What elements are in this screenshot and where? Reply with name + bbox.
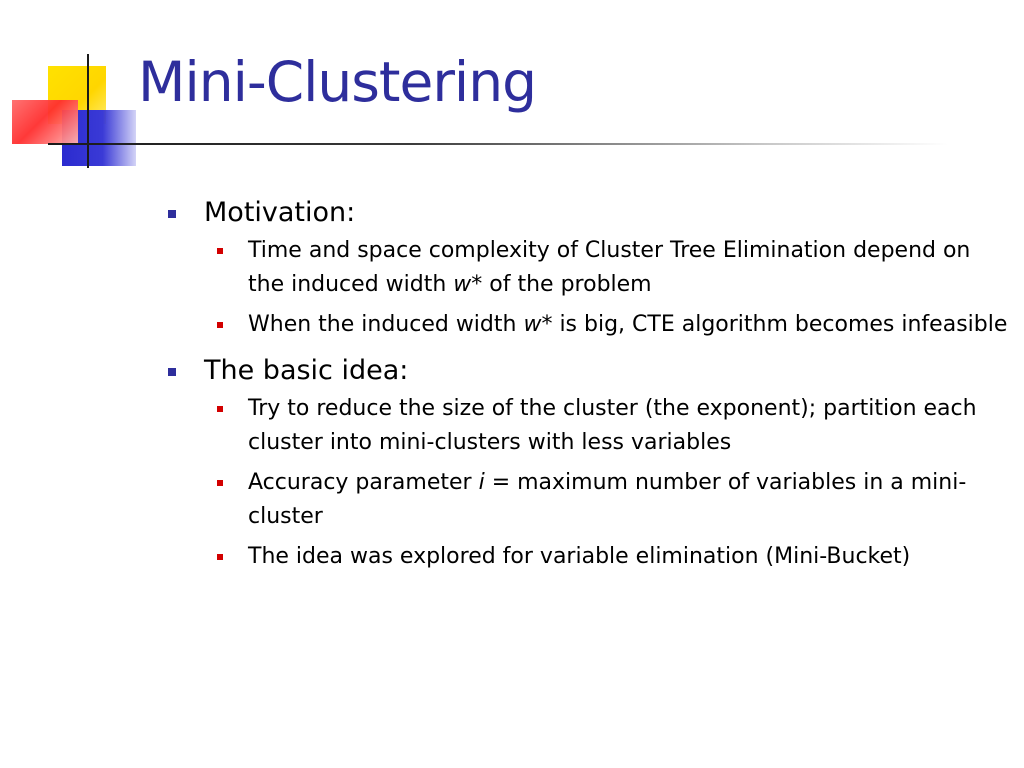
item-text: Try to reduce the size of the cluster (the exponent); partition each cluster into mini-clusters with less variables	[248, 395, 977, 455]
motivation-list	[160, 234, 1020, 342]
item-text: of the problem	[482, 271, 652, 297]
list-item	[160, 466, 1008, 534]
section-heading: The basic idea:	[204, 354, 409, 386]
basic-idea-list	[160, 392, 1020, 574]
square-bullet-icon	[217, 322, 223, 328]
square-bullet-icon	[168, 368, 176, 376]
item-text: = maximum number of variables in a mini-cluster	[248, 469, 967, 529]
square-bullet-icon	[217, 554, 223, 560]
section-motivation	[160, 196, 1020, 230]
list-item	[160, 234, 1008, 302]
logo-red-square	[12, 100, 78, 144]
square-bullet-icon	[217, 406, 223, 412]
logo-vertical-line	[87, 54, 89, 168]
item-text: is big, CTE algorithm becomes infeasible	[552, 311, 1008, 337]
section-basic-idea	[160, 354, 1020, 388]
list-item	[160, 308, 1008, 342]
square-bullet-icon	[217, 248, 223, 254]
square-bullet-icon	[168, 210, 176, 218]
item-italic-text: w*	[453, 271, 483, 297]
list-item	[160, 540, 1008, 574]
square-bullet-icon	[217, 480, 223, 486]
slide-title: Mini-Clustering	[138, 50, 536, 114]
list-item	[160, 392, 1008, 460]
title-underline	[48, 143, 948, 145]
section-heading: Motivation:	[204, 197, 356, 228]
item-text: When the induced width	[248, 311, 524, 337]
item-text: Time and space complexity of Cluster Tree Elimination depend on the induced width	[248, 237, 971, 297]
item-italic-text: i	[478, 469, 485, 495]
slide-body	[160, 196, 1020, 586]
item-italic-text: w*	[523, 311, 553, 337]
item-text: The idea was explored for variable elimination (Mini-Bucket)	[248, 543, 911, 569]
item-text: Accuracy parameter	[248, 469, 479, 495]
